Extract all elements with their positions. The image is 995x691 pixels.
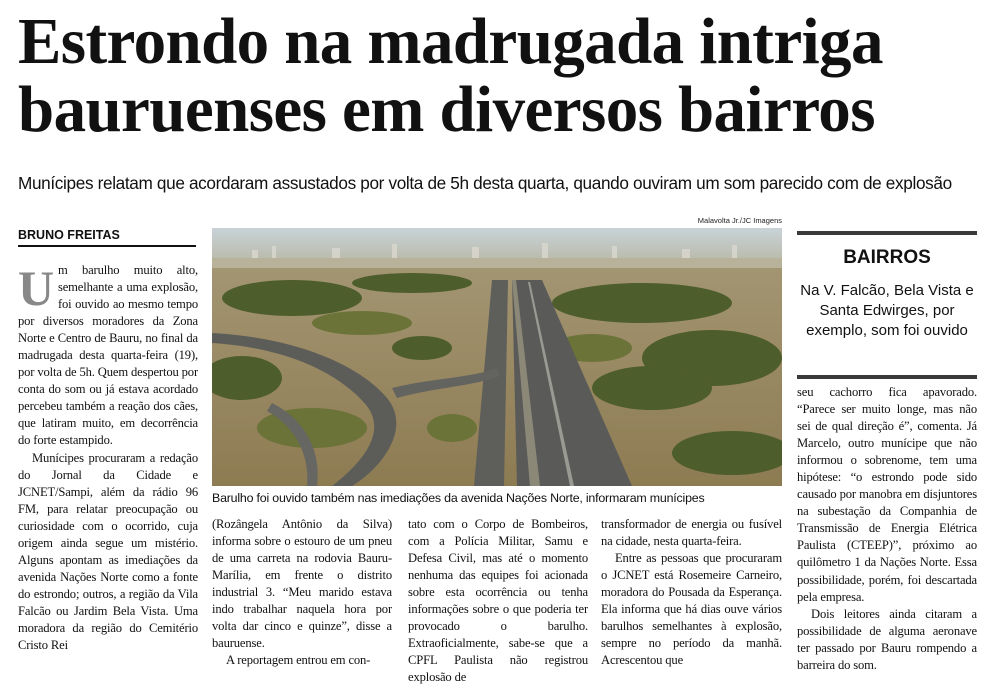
article-paragraph <box>18 262 198 450</box>
article-column-3 <box>408 516 588 687</box>
drop-cap: U <box>18 262 54 316</box>
article-paragraph: seu cachorro fica apavorado. “Parece ser muito longe, mas não sei de qual direção é”, comenta. Já Marcelo, outro munícipe que não informou o sobrenome, tem uma hipótese: “o estrondo pode sido causado por manobra em disjuntores na subestação da Companhia de Transmissão de Energia Elétrica Paulista (CTEEP)”, próximo ao quilômetro 1 da Nações Norte. Essa possibilidade, porém, foi descartada pela empresa. <box>797 385 977 604</box>
article-paragraph: Entre as pessoas que procuraram o JCNET está Rosemeire Carneiro, moradora do Pousada da Esperança. Ela informa que há dias ouve vários barulhos semelhantes à explosão, sempre no período da manhã. Acrescentou que <box>601 551 782 668</box>
article-paragraph: A reportagem entrou em con- <box>226 653 371 668</box>
article-paragraph: (Rozângela Antônio da Silva) informa sobre o estouro de um pneu de uma carreta na rodovia Bauru-Marília, em frente o distrito industrial 3. “Meu marido estava indo trabalhar naquela hora por volta dar cinco e quinze”, disse a bauruense. <box>212 517 392 651</box>
sidebar-top-rule <box>797 231 977 243</box>
photo-credit: Malavolta Jr./JC Imagens <box>697 216 782 225</box>
article-paragraph: Munícipes procuraram a redação do Jornal da Cidade e JCNET/Sampi, além da rádio 96 FM, para relatar preocupação ou curiosidade com o ocorrido, cuja origem ainda segue um mistério. Alguns apontam as imediações da avenida Nações Norte como a fonte do estrondo; outros, a região da Vila Falcão ou Jardim Bela Vista. Uma moradora da região do Cemitério Cristo Rei <box>18 450 198 653</box>
article-paragraph: Dois leitores ainda citaram a possibilidade de alguma aeronave ter passado por Bauru rompendo a barreira do som. <box>797 606 977 672</box>
headline-line-1: Estrondo na madrugada intriga <box>18 5 883 78</box>
article-paragraph: tato com o Corpo de Bombeiros, com a Polícia Militar, Samu e Defesa Civil, mas até o momento nenhuma das equipes foi acionada sobre esta ocorrência ou tenha informações sobre o que poderia ter provocado o barulho. Extraoficialmente, sabe-se que a CPFL Paulista não registrou explosão de <box>408 517 588 685</box>
aerial-highway-photo <box>212 228 782 486</box>
article-column-1 <box>18 262 198 687</box>
sidebar-bottom-rule <box>797 367 977 379</box>
sidebar-box <box>797 231 977 375</box>
sidebar-title: BAIRROS <box>843 247 931 268</box>
article-column-5 <box>797 384 977 687</box>
sidebar-text: Na V. Falcão, Bela Vista e Santa Edwirges, por exemplo, som foi ouvido <box>800 282 974 339</box>
photo-illustration <box>212 228 782 486</box>
byline: BRUNO FREITAS <box>18 227 196 247</box>
headline-line-2: bauruenses em diversos bairros <box>18 73 875 146</box>
article-paragraph: transformador de energia ou fusível na cidade, nesta quarta-feira. <box>601 517 782 549</box>
headline <box>18 5 969 146</box>
article-column-2 <box>212 516 392 687</box>
subheadline: Munícipes relatam que acordaram assustados por volta de 5h desta quarta, quando ouviram um som parecido com de explosão <box>18 173 952 193</box>
photo-caption: Barulho foi ouvido também nas imediações da avenida Nações Norte, informaram munícipes <box>212 491 705 505</box>
article-column-4 <box>601 516 782 687</box>
paragraph-text: m barulho muito alto, semelhante a uma explosão, foi ouvido ao mesmo tempo por diversos moradores da Zona Norte e Centro de Bauru, no final da madrugada desta quarta-feira (19), por volta de 5h. Quem despertou por conta do som ou já estava acordado percebeu também a reação dos cães, que latiram muito, em decorrência do forte estampido. <box>18 263 198 448</box>
